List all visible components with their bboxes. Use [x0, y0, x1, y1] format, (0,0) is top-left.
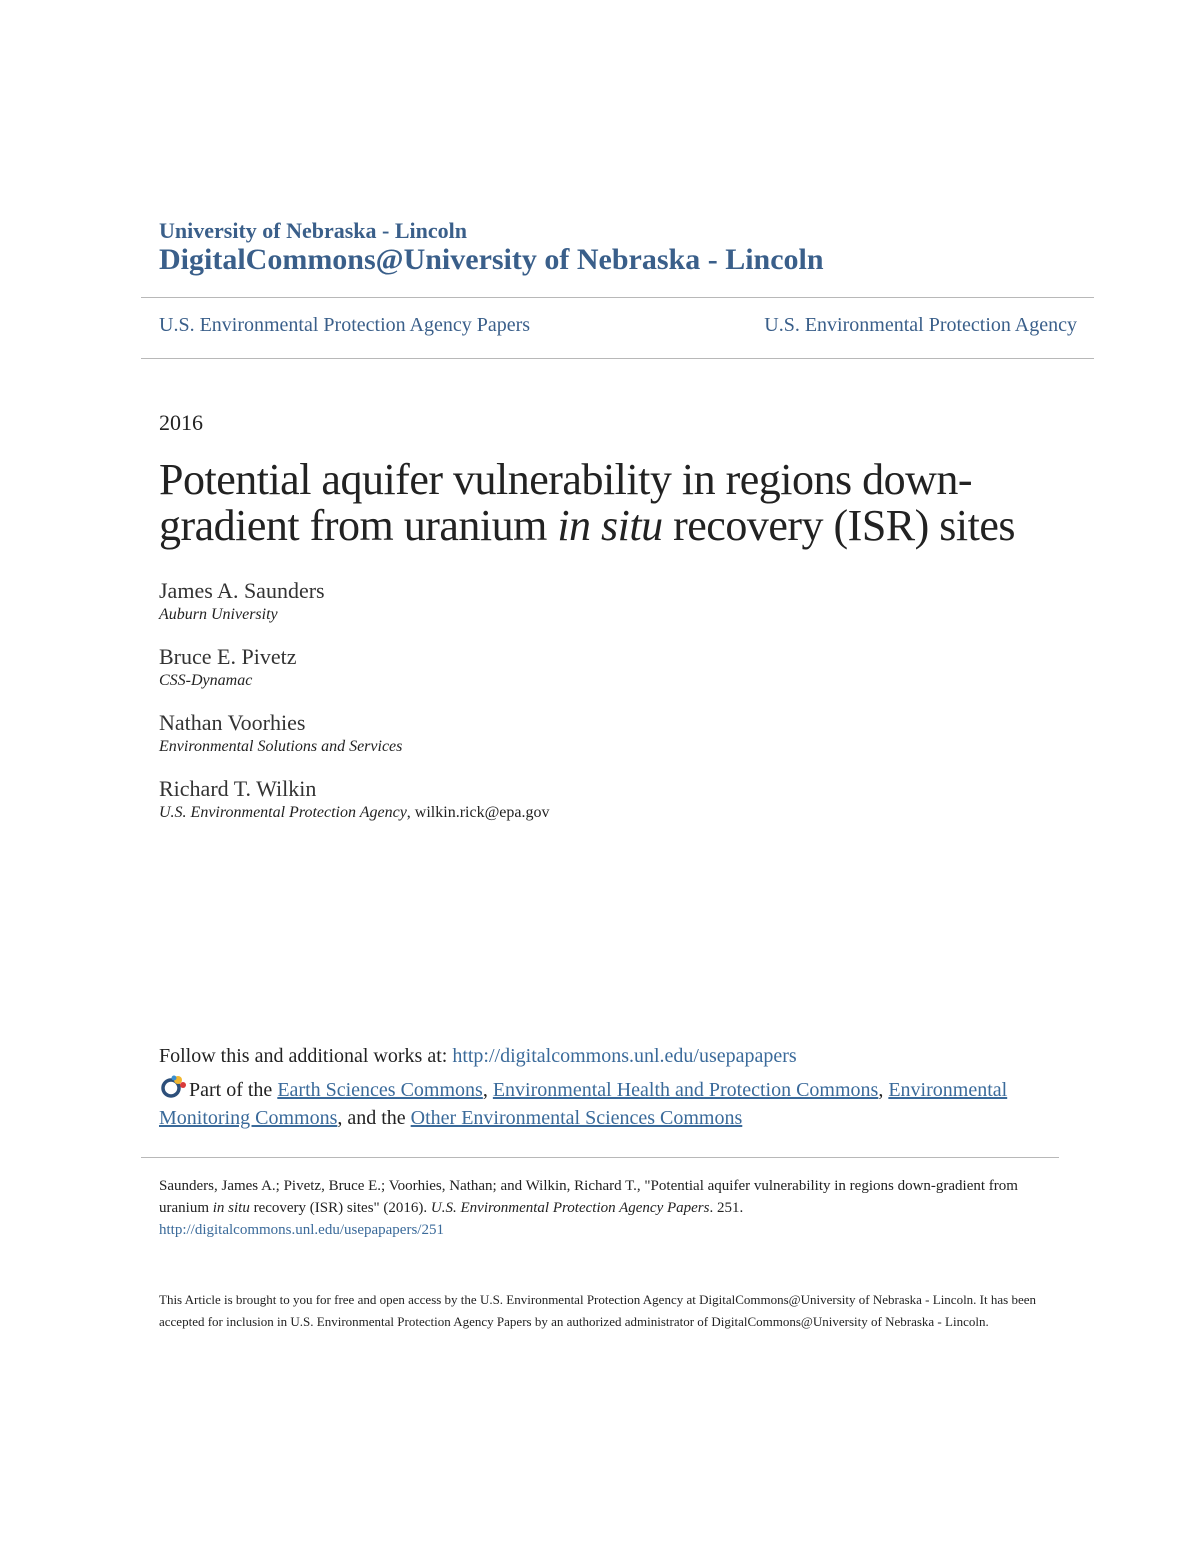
separator: , and the: [337, 1107, 411, 1129]
series-url-link[interactable]: http://digitalcommons.unl.edu/usepapapers: [452, 1045, 797, 1067]
series-divider: [141, 358, 1094, 359]
environmental-health-commons-link[interactable]: Environmental Health and Protection Commons: [492, 1079, 879, 1101]
citation-text: Saunders, James A.; Pivetz, Bruce E.; Voorhies, Nathan; and Wilkin, Richard T., "Potential aquifer vulnerability in regions down-gradient from uranium: [159, 1178, 1018, 1216]
publication-year: 2016: [159, 410, 203, 435]
series-row: [159, 314, 1077, 337]
repository-link[interactable]: DigitalCommons@University of Nebraska - Lincoln: [159, 243, 824, 277]
citation-italic: in situ: [212, 1200, 250, 1216]
author-affiliation: Auburn University: [159, 606, 278, 623]
title-text-italic: in situ: [557, 501, 663, 550]
author-affiliation: U.S. Environmental Protection Agency, wilkin.rick@epa.gov: [159, 804, 550, 821]
title-text-1: Potential aquifer vulnerability in regions down-gradient from uranium: [159, 455, 973, 550]
author-email[interactable]: , wilkin.rick@epa.gov: [406, 804, 550, 821]
author-entry: [159, 710, 1059, 758]
institution-link[interactable]: University of Nebraska - Lincoln: [159, 218, 467, 243]
author-name: James A. Saunders: [159, 578, 325, 603]
citation-text: recovery (ISR) sites" (2016).: [249, 1200, 431, 1216]
commons-network-icon: [159, 1075, 187, 1099]
earth-sciences-commons-link[interactable]: Earth Sciences Commons: [277, 1079, 483, 1101]
environmental-monitoring-commons-link[interactable]: Environmental Monitoring Commons: [159, 1079, 1008, 1129]
separator: ,: [878, 1079, 889, 1101]
title-text-2: recovery (ISR) sites: [662, 501, 1016, 550]
author-name: Richard T. Wilkin: [159, 776, 317, 801]
author-affiliation: Environmental Solutions and Services: [159, 738, 403, 755]
author-list: [159, 578, 1059, 842]
author-entry: [159, 776, 1059, 824]
author-name: Bruce E. Pivetz: [159, 644, 297, 669]
access-notice: This Article is brought to you for free and open access by the U.S. Environmental Protection Agency at DigitalCommons@University of Nebraska - Lincoln. It has been accepted for inclusion in U.S. Environmental Protection Agency Papers by an authorized administrator of DigitalCommons@University of Nebraska - Lincoln.: [159, 1292, 1036, 1329]
author-entry: [159, 578, 1059, 626]
citation-series: U.S. Environmental Protection Agency Papers: [430, 1200, 710, 1216]
citation-text: . 251.: [709, 1200, 744, 1216]
follow-line: [159, 1045, 797, 1068]
author-name: Nathan Voorhies: [159, 710, 306, 735]
part-of-prefix: Part of the: [189, 1079, 278, 1101]
citation-url-link[interactable]: http://digitalcommons.unl.edu/usepapapers/251: [159, 1222, 444, 1238]
agency-link[interactable]: U.S. Environmental Protection Agency: [764, 314, 1077, 336]
author-entry: [159, 644, 1059, 692]
citation-block: [159, 1175, 1039, 1241]
other-environmental-sciences-commons-link[interactable]: Other Environmental Sciences Commons: [410, 1107, 743, 1129]
part-of-commons: [159, 1075, 1039, 1132]
citation-divider: [141, 1157, 1059, 1158]
author-affiliation: CSS-Dynamac: [159, 672, 253, 689]
separator: ,: [482, 1079, 493, 1101]
series-link[interactable]: U.S. Environmental Protection Agency Papers: [159, 314, 531, 336]
follow-label: Follow this and additional works at:: [159, 1045, 453, 1067]
institution-header: [159, 218, 824, 278]
article-title: [159, 457, 1099, 549]
top-divider: [141, 297, 1094, 298]
